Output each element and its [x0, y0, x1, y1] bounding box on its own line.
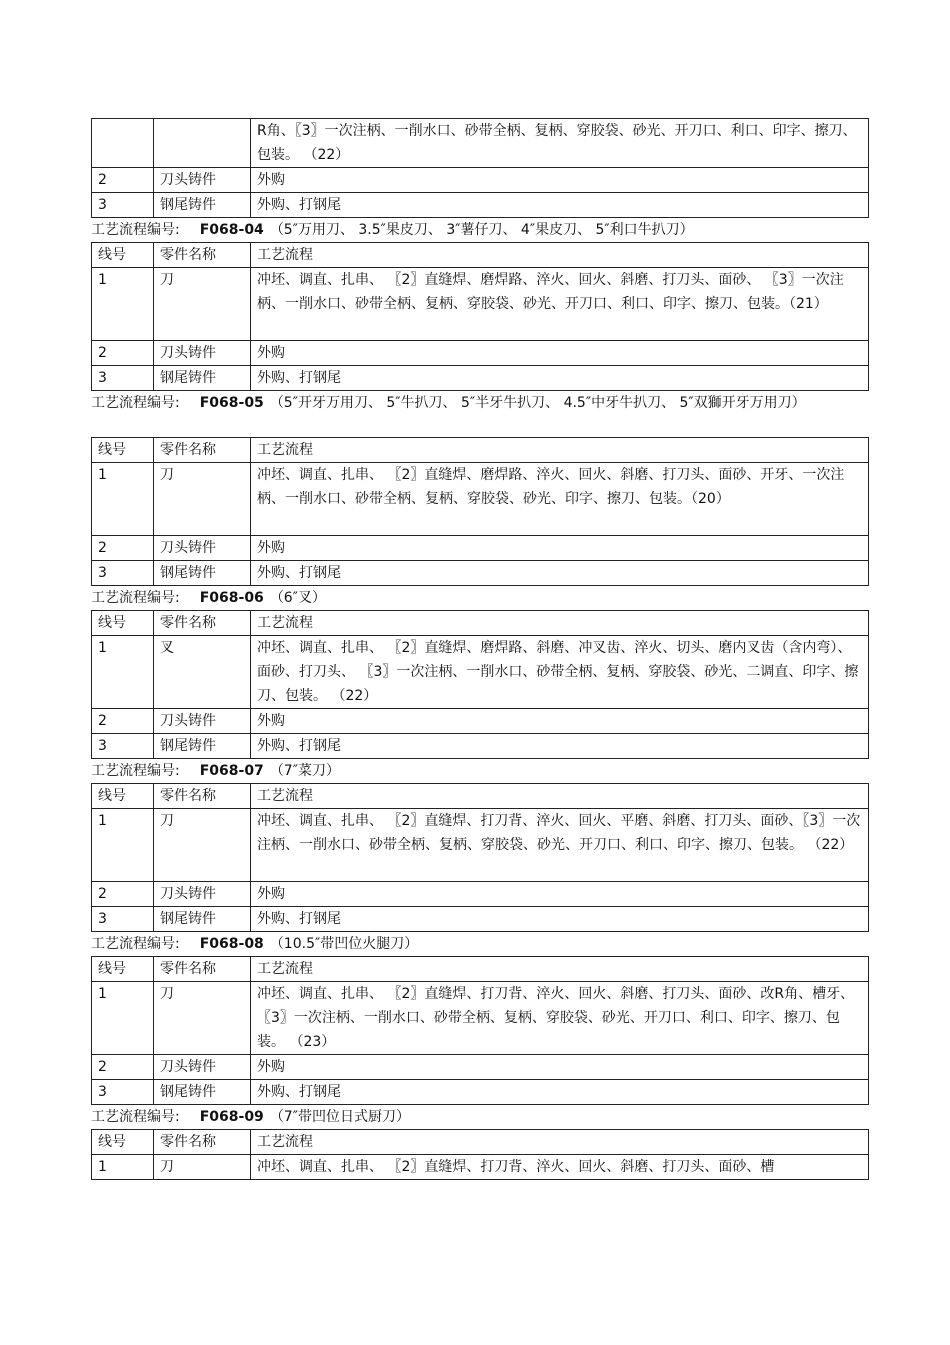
- table-row: [92, 1080, 869, 1105]
- line-number-cell: 1: [92, 1155, 154, 1180]
- section-label: 工艺流程编号:: [91, 590, 180, 606]
- header-part-name: 零件名称: [154, 438, 251, 463]
- process-table: [91, 1129, 869, 1180]
- line-number-cell: 2: [92, 1055, 154, 1080]
- process-flow-cell: 冲坯、调直、扎串、 〖2〗直缝焊、磨焊路、斜磨、冲叉齿、淬火、切头、磨内叉齿（含内弯）、面砂、打刀头、 〖3〗一次注柄、一削水口、砂带全柄、复柄、穿胶袋、砂光、二调直、印字、擦刀、包装。 （22）: [251, 636, 869, 709]
- part-name-cell: 钢尾铸件: [154, 734, 251, 759]
- process-table: [91, 956, 869, 1105]
- process-sections: [91, 218, 869, 1180]
- part-name-cell: 刀头铸件: [154, 168, 251, 193]
- part-name-cell: 刀: [154, 982, 251, 1055]
- part-name-cell: 钢尾铸件: [154, 193, 251, 218]
- process-flow-cell: 外购、打钢尾: [251, 734, 869, 759]
- process-flow-cell: 冲坯、调直、扎串、 〖2〗直缝焊、打刀背、淬火、回火、平磨、斜磨、打刀头、面砂、〖3〗一次注柄、一削水口、砂带全柄、复柄、穿胶袋、砂光、开刀口、利口、印字、擦刀、包装。 （22）: [251, 809, 869, 882]
- table-row: [92, 536, 869, 561]
- header-line-number: 线号: [92, 784, 154, 809]
- table-row: [92, 193, 869, 218]
- table-header-row: [92, 243, 869, 268]
- process-code: F068-08: [199, 936, 264, 952]
- process-description: （7″菜刀）: [269, 763, 340, 779]
- part-name-cell: 钢尾铸件: [154, 1080, 251, 1105]
- table-row: [92, 168, 869, 193]
- process-flow-cell: 外购、打钢尾: [251, 907, 869, 932]
- section-label: 工艺流程编号:: [91, 763, 180, 779]
- table-header-row: [92, 957, 869, 982]
- table-row: [92, 982, 869, 1055]
- line-number-cell: 2: [92, 536, 154, 561]
- table-header-row: [92, 784, 869, 809]
- table-row: [92, 882, 869, 907]
- process-description: （6″叉）: [269, 590, 326, 606]
- header-part-name: 零件名称: [154, 784, 251, 809]
- process-flow-cell: 外购: [251, 882, 869, 907]
- section-title: [91, 586, 869, 610]
- line-number-cell: 3: [92, 561, 154, 586]
- header-process-flow: 工艺流程: [251, 1130, 869, 1155]
- line-number-cell: 3: [92, 734, 154, 759]
- process-flow-cell: 外购: [251, 168, 869, 193]
- line-number-cell: 3: [92, 907, 154, 932]
- header-line-number: 线号: [92, 243, 154, 268]
- part-name-cell: [154, 119, 251, 168]
- line-number-cell: 1: [92, 636, 154, 709]
- header-part-name: 零件名称: [154, 243, 251, 268]
- part-name-cell: 刀: [154, 809, 251, 882]
- part-name-cell: 刀: [154, 1155, 251, 1180]
- line-number-cell: [92, 119, 154, 168]
- part-name-cell: 钢尾铸件: [154, 907, 251, 932]
- line-number-cell: 2: [92, 882, 154, 907]
- header-line-number: 线号: [92, 611, 154, 636]
- line-number-cell: 1: [92, 982, 154, 1055]
- part-name-cell: 叉: [154, 636, 251, 709]
- line-number-cell: 2: [92, 709, 154, 734]
- line-number-cell: 3: [92, 1080, 154, 1105]
- part-name-cell: 刀头铸件: [154, 1055, 251, 1080]
- line-number-cell: 3: [92, 193, 154, 218]
- process-code: F068-09: [199, 1109, 264, 1125]
- table-row: [92, 1055, 869, 1080]
- header-process-flow: 工艺流程: [251, 784, 869, 809]
- process-flow-cell: 冲坯、调直、扎串、 〖2〗直缝焊、打刀背、淬火、回火、斜磨、打刀头、面砂、改R角、槽牙、〖3〗一次注柄、一削水口、砂带全柄、复柄、穿胶袋、砂光、开刀口、利口、印字、擦刀、包装。 （23）: [251, 982, 869, 1055]
- section-label: 工艺流程编号:: [91, 1109, 180, 1125]
- line-number-cell: 2: [92, 341, 154, 366]
- part-name-cell: 刀头铸件: [154, 709, 251, 734]
- header-process-flow: 工艺流程: [251, 438, 869, 463]
- table-row: [92, 268, 869, 341]
- process-flow-cell: 冲坯、调直、扎串、 〖2〗直缝焊、打刀背、淬火、回火、斜磨、打刀头、面砂、槽: [251, 1155, 869, 1180]
- table-row: [92, 463, 869, 536]
- table-row: [92, 119, 869, 168]
- process-flow-cell: 外购: [251, 1055, 869, 1080]
- part-name-cell: 刀头铸件: [154, 882, 251, 907]
- process-code: F068-05: [199, 395, 264, 411]
- process-flow-cell: 外购: [251, 709, 869, 734]
- process-description: （10.5″带凹位火腿刀）: [269, 936, 419, 952]
- section-title: [91, 218, 869, 242]
- header-line-number: 线号: [92, 957, 154, 982]
- process-flow-cell: 外购: [251, 341, 869, 366]
- table-row: [92, 341, 869, 366]
- document-body: [91, 118, 869, 1180]
- process-code: F068-07: [199, 763, 264, 779]
- header-line-number: 线号: [92, 1130, 154, 1155]
- table-row: [92, 636, 869, 709]
- table-row: [92, 1155, 869, 1180]
- process-table: [91, 610, 869, 759]
- table-header-row: [92, 438, 869, 463]
- section-title: [91, 932, 869, 956]
- table-row: [92, 809, 869, 882]
- process-flow-cell: 冲坯、调直、扎串、 〖2〗直缝焊、磨焊路、淬火、回火、斜磨、打刀头、面砂、开牙、一次注柄、一削水口、砂带全柄、复柄、穿胶袋、砂光、印字、擦刀、包装。（20）: [251, 463, 869, 536]
- process-flow-cell: 外购、打钢尾: [251, 193, 869, 218]
- part-name-cell: 刀: [154, 463, 251, 536]
- header-process-flow: 工艺流程: [251, 243, 869, 268]
- process-flow-cell: 冲坯、调直、扎串、 〖2〗直缝焊、磨焊路、淬火、回火、斜磨、打刀头、面砂、 〖3〗一次注柄、一削水口、砂带全柄、复柄、穿胶袋、砂光、开刀口、利口、印字、擦刀、包装。（21）: [251, 268, 869, 341]
- part-name-cell: 钢尾铸件: [154, 561, 251, 586]
- process-flow-cell: R角、〖3〗一次注柄、一削水口、砂带全柄、复柄、穿胶袋、砂光、开刀口、利口、印字、擦刀、包装。 （22）: [251, 119, 869, 168]
- process-description: （5″开牙万用刀、 5″牛扒刀、 5″半牙牛扒刀、 4.5″中牙牛扒刀、 5″双獅开牙万用刀）: [269, 395, 806, 411]
- process-table: [91, 437, 869, 586]
- table-row: [92, 561, 869, 586]
- line-number-cell: 1: [92, 809, 154, 882]
- section-title: [91, 1105, 869, 1129]
- table-row: [92, 366, 869, 391]
- header-part-name: 零件名称: [154, 611, 251, 636]
- table-row: [92, 734, 869, 759]
- table-row: [92, 709, 869, 734]
- table-header-row: [92, 1130, 869, 1155]
- line-number-cell: 1: [92, 268, 154, 341]
- process-description: （7″带凹位日式厨刀）: [269, 1109, 410, 1125]
- line-number-cell: 1: [92, 463, 154, 536]
- header-part-name: 零件名称: [154, 1130, 251, 1155]
- process-flow-cell: 外购、打钢尾: [251, 561, 869, 586]
- process-description: （5″万用刀、 3.5″果皮刀、 3″薯仔刀、 4″果皮刀、 5″利口牛扒刀）: [269, 222, 694, 238]
- section-label: 工艺流程编号:: [91, 222, 180, 238]
- process-flow-cell: 外购、打钢尾: [251, 1080, 869, 1105]
- line-number-cell: 3: [92, 366, 154, 391]
- continued-process-table: [91, 118, 869, 218]
- section-title: [91, 391, 869, 437]
- process-flow-cell: 外购: [251, 536, 869, 561]
- line-number-cell: 2: [92, 168, 154, 193]
- section-title: [91, 759, 869, 783]
- section-label: 工艺流程编号:: [91, 395, 180, 411]
- part-name-cell: 刀头铸件: [154, 341, 251, 366]
- part-name-cell: 刀: [154, 268, 251, 341]
- process-code: F068-04: [199, 222, 264, 238]
- process-table: [91, 783, 869, 932]
- section-label: 工艺流程编号:: [91, 936, 180, 952]
- header-line-number: 线号: [92, 438, 154, 463]
- process-flow-cell: 外购、打钢尾: [251, 366, 869, 391]
- part-name-cell: 刀头铸件: [154, 536, 251, 561]
- table-header-row: [92, 611, 869, 636]
- header-part-name: 零件名称: [154, 957, 251, 982]
- table-row: [92, 907, 869, 932]
- process-code: F068-06: [199, 590, 264, 606]
- part-name-cell: 钢尾铸件: [154, 366, 251, 391]
- process-table: [91, 242, 869, 391]
- header-process-flow: 工艺流程: [251, 957, 869, 982]
- header-process-flow: 工艺流程: [251, 611, 869, 636]
